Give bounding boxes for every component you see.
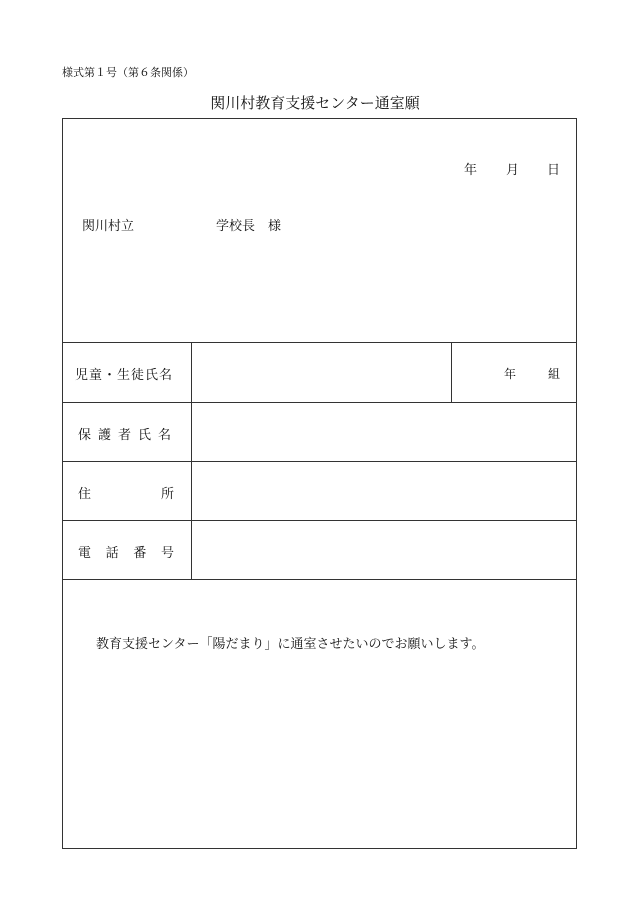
phone-label-char: 話 — [105, 546, 119, 561]
row-divider — [63, 520, 576, 521]
grade-unit-label: 年 — [504, 367, 517, 381]
student-name-field[interactable] — [193, 344, 449, 400]
class-unit-label: 組 — [548, 367, 561, 381]
phone-label-char: 号 — [160, 546, 174, 561]
label-column-divider — [191, 342, 192, 579]
address-label — [78, 483, 174, 502]
address-label-char: 住 — [78, 487, 92, 502]
student-name-label: 児童・生徒氏名 — [75, 368, 174, 383]
addressee-village-label: 関川村立 — [82, 219, 135, 234]
row-divider — [63, 402, 576, 403]
addressee-principal-label: 学校長 様 — [216, 219, 282, 234]
row-divider — [63, 461, 576, 462]
guardian-name-field[interactable] — [193, 404, 576, 459]
phone-label-char: 番 — [133, 546, 147, 561]
guardian-name-label: 保護者氏名 — [78, 428, 179, 443]
row-divider — [63, 342, 576, 343]
date-year-label: 年 — [464, 163, 478, 178]
date-month-label: 月 — [506, 163, 520, 178]
request-statement: 教育支援センター「陽だまり」に通室させたいのでお願いします。 — [96, 637, 485, 652]
row-divider — [63, 579, 576, 580]
application-form-table — [62, 118, 577, 849]
form-number-label: 様式第１号（第６条関係） — [62, 66, 194, 79]
phone-field[interactable] — [193, 522, 576, 577]
phone-label — [78, 542, 174, 561]
grade-column-divider — [451, 342, 452, 402]
address-label-char: 所 — [160, 487, 174, 502]
phone-label-char: 電 — [78, 546, 92, 561]
date-day-label: 日 — [547, 163, 561, 178]
document-title: 関川村教育支援センター通室願 — [210, 94, 420, 112]
address-field[interactable] — [193, 463, 576, 518]
